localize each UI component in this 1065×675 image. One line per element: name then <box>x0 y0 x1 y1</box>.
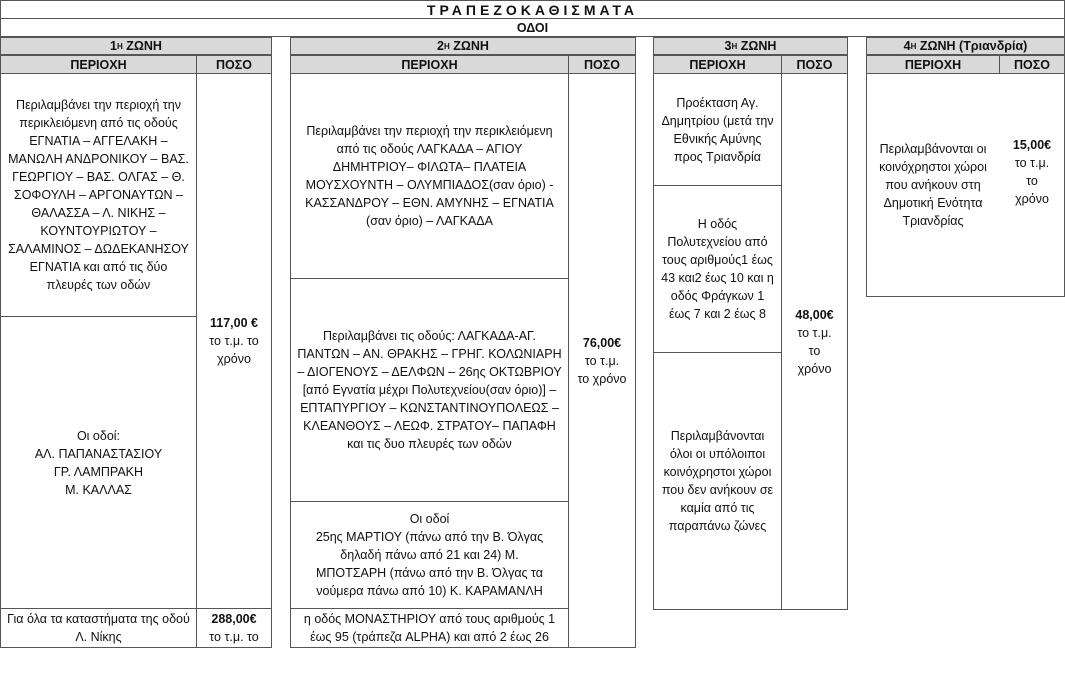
zone-3-sup: Η <box>731 41 738 51</box>
zone-1-price-unit: το τ.μ. το χρόνο <box>209 334 259 366</box>
zone-1-name: ΖΩΝΗ <box>126 39 162 53</box>
zone-1-area-1: Περιλαμβάνει την περιοχή την περικλειόμενη από τις οδούς ΕΓΝΑΤΙΑ – ΑΓΓΕΛΑΚΗ – ΜΑΝΩΛΗ ΑΝΔΡΟΝΙΚΟΥ – ΒΑΣ. ΓΕΩΡΓΙΟΥ – ΒΑΣ. ΟΛΓΑΣ – Θ. ΣΟΦΟΥΛΗ – ΑΡΓΟΝΑΥΤΩΝ – ΘΑΛΑΣΣΑ – Λ. ΝΙΚΗΣ – ΚΟΥΝΤΟΥΡΙΩΤΟΥ – ΣΑΛΑΜΙΝΟΣ – ΔΩΔΕΚΑΝΗΣΟΥ ΕΓΝΑΤΙΑ και από τις δύο πλευρές των οδών <box>0 73 197 317</box>
zone-2-number: 2 <box>437 39 444 53</box>
zone-4-name: ΖΩΝΗ (Τριανδρία) <box>919 39 1028 53</box>
zone-3-area-header: ΠΕΡΙΟΧΗ <box>653 55 782 74</box>
zone-2-area-2: Περιλαμβάνει τις οδούς: ΛΑΓΚΑΔΑ-ΑΓ. ΠΑΝΤΩΝ – ΑΝ. ΘΡΑΚΗΣ – ΓΡΗΓ. ΚΟΛΩΝΙΑΡΗ – ΔΙΟΓΕΝΟΥΣ – ΔΕΛΦΩΝ – 26ης ΟΚΤΩΒΡΙΟΥ [από Εγνατία μέχρι Πολυτεχνείου(σαν όριο)] – ΕΠΤΑΠΥΡΓΙΟΥ – ΚΩΝΣΤΑΝΤΙΝΟΥΠΟΛΕΩΣ – ΚΛΕΑΝΘΟΥΣ – ΛΕΩΦ. ΣΤΡΑΤΟΥ– ΠΑΠΑΦΗ και τις δυο πλευρές των οδών <box>290 278 569 502</box>
zone-4-header <box>866 37 1065 55</box>
zone-4-price-unit: το τ.μ. το χρόνο <box>1014 156 1050 206</box>
zone-2-area-1: Περιλαμβάνει την περιοχή την περικλειόμενη από τις οδούς ΛΑΓΚΑΔΑ – ΑΓΙΟΥ ΔΗΜΗΤΡΙΟΥ– ΦΙΛΩΤΑ– ΠΛΑΤΕΙΑ ΜΟΥΣΧΟΥΝΤΗ – ΟΛΥΜΠΙΑΔΟΣ(σαν όριο) - ΚΑΣΣΑΝΔΡΟΥ – ΕΘΝ. ΑΜΥΝΗΣ – ΕΓΝΑΤΙΑ (σαν όριο) – ΛΑΓΚΑΔΑ <box>290 73 569 279</box>
zone-3-header <box>653 37 848 55</box>
zone-4-price-header: ΠΟΣΟ <box>999 55 1065 74</box>
zone-1-price-header: ΠΟΣΟ <box>196 55 272 74</box>
zone-1-area-header: ΠΕΡΙΟΧΗ <box>0 55 197 74</box>
zone-4-number: 4 <box>903 39 911 53</box>
zone-2-sup: Η <box>443 41 450 51</box>
zone-2-header <box>290 37 636 55</box>
zone-3-area-2: Η οδός Πολυτεχνείου από τους αριθμούς1 έως 43 και2 έως 10 και η οδός Φράγκων 1 έως 7 και 2 έως 8 <box>653 185 782 353</box>
zone-1-header <box>0 37 272 55</box>
page-title: ΤΡΑΠΕΖΟΚΑΘΙΣΜΑΤΑ <box>0 0 1065 19</box>
zone-1-price-extra <box>196 608 272 648</box>
zone-4-body <box>866 73 1065 297</box>
zone-2-price-unit: το τ.μ. το χρόνο <box>577 353 627 386</box>
zone-1-price-extra-amount: 288,00€ <box>211 612 257 626</box>
zone-4-sup: Η <box>910 41 917 51</box>
zone-1-area-2: Οι οδοί: ΑΛ. ΠΑΠΑΝΑΣΤΑΣΙΟΥ ΓΡ. ΛΑΜΠΡΑΚΗ Μ. ΚΑΛΛΑΣ <box>0 316 197 609</box>
zone-1-price-main <box>196 73 272 609</box>
zone-2-area-4: η οδός ΜΟΝΑΣΤΗΡΙΟΥ από τους αριθμούς 1 έως 95 (τράπεζα ALPHA) και από 2 έως 26 <box>290 608 569 648</box>
zone-3-price-unit: το τ.μ. το χρόνο <box>797 325 832 376</box>
zone-2-name: ΖΩΝΗ <box>453 39 489 53</box>
zone-3-number: 3 <box>724 39 732 53</box>
zone-3-area-3: Περιλαμβάνονται όλοι οι υπόλοιποι κοινόχρηστοι χώροι που δεν ανήκουν σε καμία από τις παραπάνω ζώνες <box>653 352 782 610</box>
zone-1-area-3: Για όλα τα καταστήματα της οδού Λ. Νίκης <box>0 608 197 648</box>
zone-2-price-amount: 76,00€ <box>582 335 622 350</box>
zone-4-area-header: ΠΕΡΙΟΧΗ <box>866 55 1000 74</box>
zone-2-price-header: ΠΟΣΟ <box>568 55 636 74</box>
zone-2-area-3: Οι οδοί 25ης ΜΑΡΤΙΟΥ (πάνω από την Β. Όλγας δηλαδή πάνω από 21 και 24) Μ. ΜΠΟΤΣΑΡΗ (πάνω από την Β. Όλγας τα νούμερα πάνω από 10) Κ. ΚΑΡΑΜΑΝΛΗ <box>290 501 569 609</box>
zone-3-area-1: Προέκταση Αγ. Δημητρίου (μετά την Εθνικής Αμύνης προς Τριανδρία <box>653 73 782 186</box>
zone-4-price-main <box>1000 74 1064 296</box>
zone-1-number: 1 <box>110 39 117 53</box>
zone-3-price-header: ΠΟΣΟ <box>781 55 848 74</box>
zone-2-area-header: ΠΕΡΙΟΧΗ <box>290 55 569 74</box>
zone-3-price-main <box>781 73 848 610</box>
zone-2-price-main <box>568 73 636 648</box>
zone-3-name: ΖΩΝΗ <box>740 39 777 53</box>
zone-1-price-extra-unit: το τ.μ. το <box>209 630 259 644</box>
zone-3-price-amount: 48,00€ <box>795 307 834 322</box>
page-subtitle: ΟΔΟΙ <box>0 18 1065 37</box>
zone-1-sup: Η <box>116 41 123 51</box>
zone-1-price-amount: 117,00 € <box>210 316 258 330</box>
zone-4-area-1: Περιλαμβάνονται οι κοινόχρηστοι χώροι που ανήκουν στη Δημοτική Ενότητα Τριανδρίας <box>879 142 987 228</box>
zone-4-price-amount: 15,00€ <box>1012 138 1052 152</box>
